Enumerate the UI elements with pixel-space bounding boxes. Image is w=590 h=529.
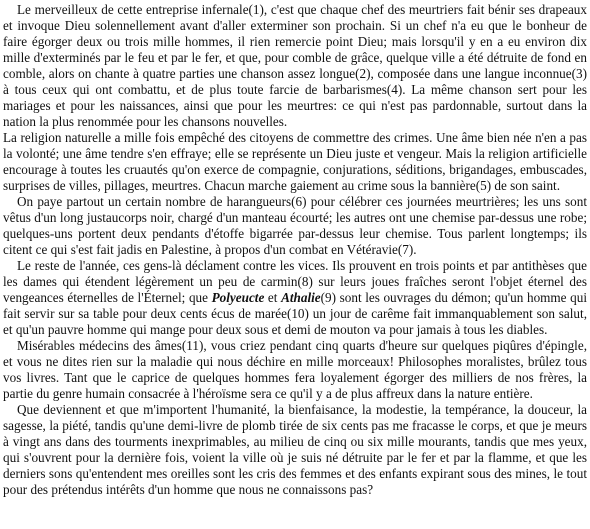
title-athalie: Athalie bbox=[281, 290, 321, 305]
paragraph-4 bbox=[3, 258, 587, 338]
paragraph-5-text: Misérables médecins des âmes(11), vous criez pendant cinq quarts d'heure sur quelques piqûres d'épingle, et vous ne dites rien sur la maladie qui nous déchire en mille morceaux! Philosophes moralistes, brûlez tous vos livres. Tant que le caprice de quelques hommes fera loyalement égorger des milliers de nos frères, la partie du genre humain consacrée à l'héroïsme sera ce qu'il y a de plus affreux dans la nature entière. bbox=[3, 338, 587, 401]
paragraph-6 bbox=[3, 402, 587, 498]
paragraph-1-text: Le merveilleux de cette entreprise infernale(1), c'est que chaque chef des meurtriers fait bénir ses drapeaux et invoque Dieu solennellement avant d'aller exterminer son prochain. Si un chef n'a eu que le bonheur de faire égorger deux ou trois mille hommes, il rien remercie point Dieu; mais lorsqu'il y en a eu environ dix mille d'exterminés par le feu et par le fer, et que, pour comble de grâce, quelque ville a été détruite de fond en comble, alors on chante à quatre parties une chanson assez longue(2), composée dans une langue inconnue(3) à tous ceux qui ont combattu, et de plus toute farcie de barbarismes(4). La même chanson sert pour les mariages et pour les naissances, ainsi que pour les meurtres: ce qui n'est pas pardonnable, surtout dans la nation la plus renommée pour les chansons nouvelles. bbox=[3, 2, 587, 129]
paragraph-1 bbox=[3, 2, 587, 130]
paragraph-3 bbox=[3, 194, 587, 258]
paragraph-2 bbox=[3, 130, 587, 194]
paragraph-4-text-a: Le reste de l'année, ces gens-là déclament contre les vices. Ils prouvent en trois points et par antithèses que les dames qui étendent légèrement un peu de carmin(8) sur leurs joues fraîches seront l'objet éternel des vengeances éternelles de l'Éternel; que bbox=[3, 258, 587, 305]
paragraph-2-text: La religion naturelle a mille fois empêché des citoyens de commettre des crimes. Une âme bien née n'en a pas la volonté; une âme tendre s'en effraye; elle se représente un Dieu juste et vengeur. Mais la religion artificielle encourage à toutes les cruautés qu'on exerce de compagnie, conjurations, séditions, brigandages, embuscades, surprises de villes, pillages, meurtres. Chacun marche gaiement au crime sous la bannière(5) de son saint. bbox=[3, 130, 587, 193]
paragraph-3-text: On paye partout un certain nombre de harangueurs(6) pour célébrer ces journées meurtrières; les uns sont vêtus d'un long justaucorps noir, chargé d'un manteau écourté; les autres ont une chemise par-dessus une robe; quelques-uns portent deux pendants d'étoffe bigarrée par-dessus leur chemise. Tous parlent longtemps; ils citent ce qui s'est fait jadis en Palestine, à propos d'un combat en Vétéravie(7). bbox=[3, 194, 587, 257]
paragraph-4-text-b: et bbox=[264, 290, 282, 305]
paragraph-5 bbox=[3, 338, 587, 402]
paragraph-6-text: Que deviennent et que m'importent l'humanité, la bienfaisance, la modestie, la tempérance, la douceur, la sagesse, la piété, tandis qu'une demi-livre de plomb tirée de six cents pas me fracasse le corps, et que je meurs à vingt ans dans des tourments inexprimables, au milieu de cinq ou six mille mourants, tandis que mes yeux, qui s'ouvrent pour la dernière fois, voient la ville où je suis né détruite par le fer et par la flamme, et que les derniers sons qu'entendent mes oreilles sont les cris des femmes et des enfants expirant sous des mines, le tout pour des prétendus intérêts d'un homme que nous ne connaissons pas? bbox=[3, 402, 587, 497]
title-polyeucte: Polyeucte bbox=[211, 290, 265, 305]
paragraph-4-text-c: (9) sont les ouvrages du démon; qu'un homme qui fait servir sur sa table pour deux cents écus de marée(10) un jour de carême fait immanquablement son salut, et qu'un pauvre homme qui mange pour deux sous et demi de mouton va pour jamais à tous les diables. bbox=[3, 290, 587, 337]
